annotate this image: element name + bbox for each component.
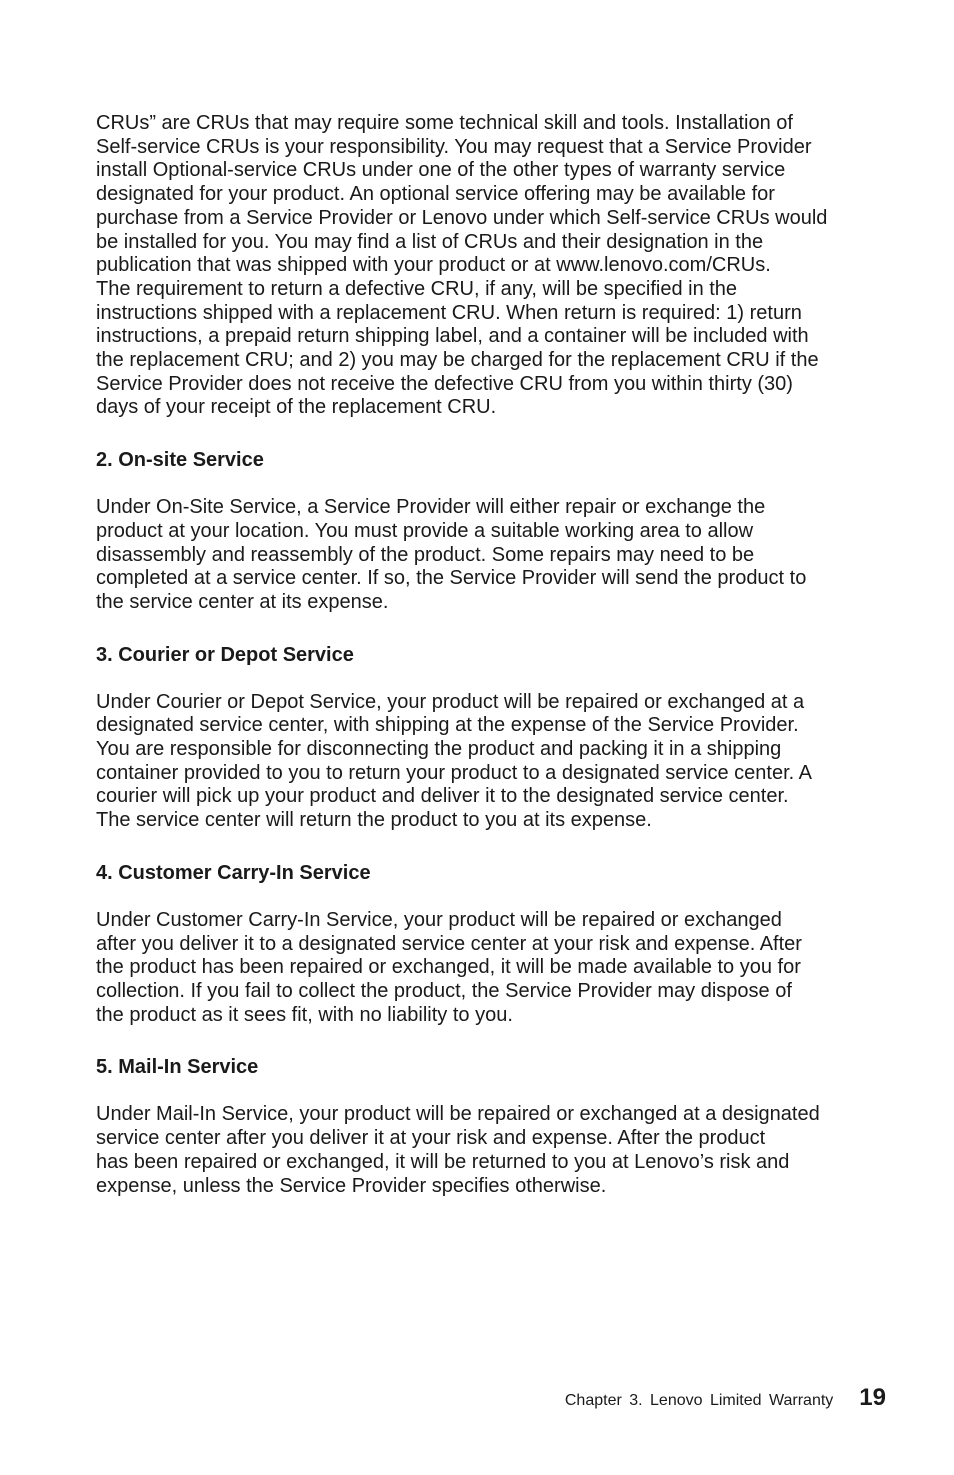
intro-paragraph: CRUs” are CRUs that may require some technical skill and tools. Installation of Self-service CRUs is your responsibility. You may request that a Service Provider install Optional-service CRUs under one of the other types of warranty service designated for your product. An optional service offering may be available for purchase from a Service Provider or Lenovo under which Self-service CRUs would be installed for you. You may find a list of CRUs and their designation in the publication that was shipped with your product or at www.lenovo.com/CRUs. The requirement to return a defective CRU, if any, will be specified in the instructions shipped with a replacement CRU. When return is required: 1) return instructions, a prepaid return shipping label, and a container will be included with the replacement CRU; and 2) you may be charged for the replacement CRU if the Service Provider does not receive the defective CRU from you within thirty (30) days of your receipt of the replacement CRU. (96, 112, 828, 419)
section-heading: 4. Customer Carry-In Service (96, 861, 371, 884)
section-paragraph: Under Customer Carry-In Service, your product will be repaired or exchanged after you deliver it to a designated service center at your risk and expense. After the product has been repaired or exchanged, it will be made available to you for collection. If you fail to collect the product, the Service Provider may dispose of the product as it sees fit, with no liability to you. (96, 908, 802, 1026)
section-paragraph: Under Courier or Depot Service, your product will be repaired or exchanged at a designated service center, with shipping at the expense of the Service Provider. You are responsible for disconnecting the product and packing it in a shipping container provided to you to return your product to a designated service center. A courier will pick up your product and deliver it to the designated service center. The service center will return the product to you at its expense. (96, 690, 812, 832)
page-number: 19 (859, 1384, 886, 1411)
section-paragraph: Under Mail-In Service, your product will be repaired or exchanged at a designated service center after you deliver it at your risk and expense. After the product has been repaired or exchanged, it will be returned to you at Lenovo’s risk and expense, unless the Service Provider specifies otherwise. (96, 1103, 820, 1197)
section-mail-in-service (96, 1055, 896, 1198)
chapter-label: Chapter 3. Lenovo Limited Warranty (564, 1392, 834, 1409)
document-page-body (96, 112, 896, 1198)
section-heading: 3. Courier or Depot Service (96, 643, 354, 666)
section-heading: 2. On-site Service (96, 449, 264, 472)
section-on-site-service (96, 448, 896, 615)
page-footer (565, 1384, 886, 1412)
section-paragraph: Under On-Site Service, a Service Provider will either repair or exchange the product at your location. You must provide a suitable working area to allow disassembly and reassembly of the product. Some repairs may need to be completed at a service center. If so, the Service Provider will send the product to the service center at its expense. (96, 496, 807, 613)
section-heading: 5. Mail-In Service (96, 1056, 259, 1079)
section-customer-carry-in-service (96, 861, 896, 1028)
section-courier-or-depot-service (96, 643, 896, 833)
